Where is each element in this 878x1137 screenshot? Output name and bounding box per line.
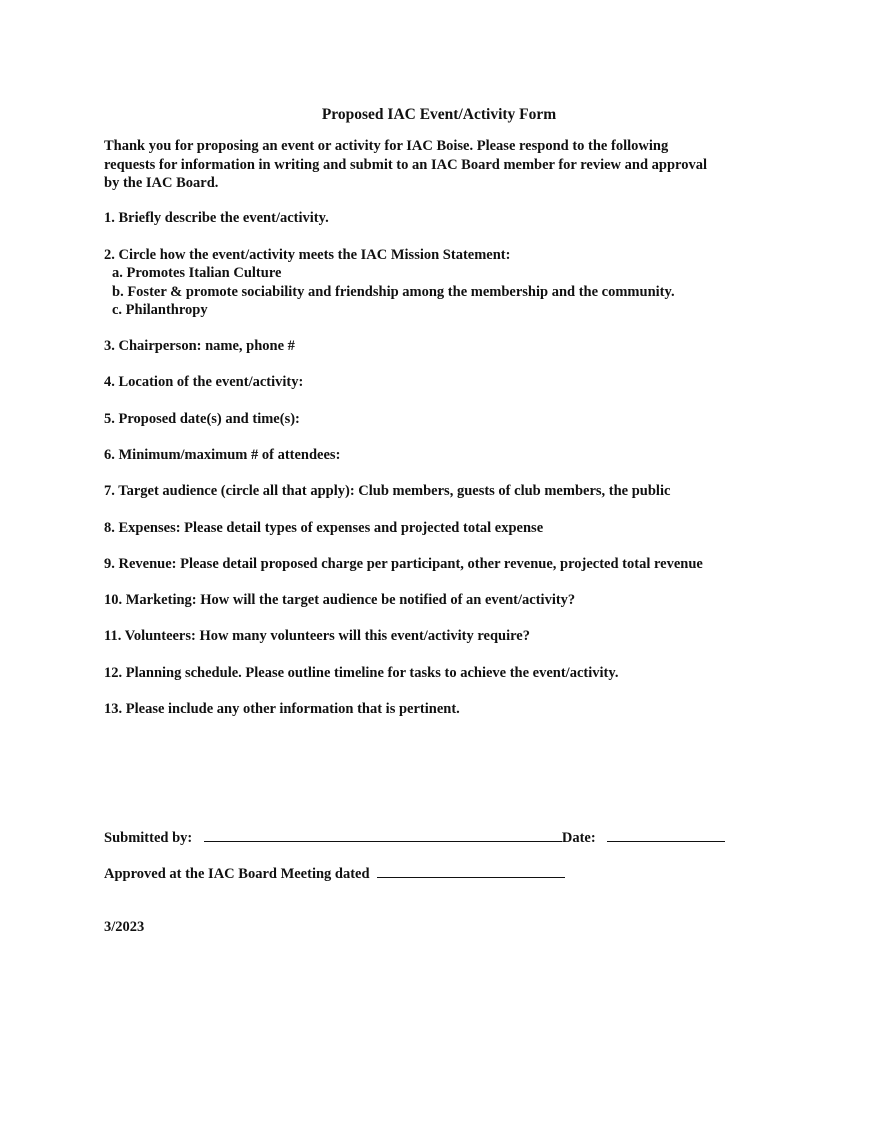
submitted-by-row — [104, 828, 725, 847]
question-6: 6. Minimum/maximum # of attendees: — [104, 447, 341, 463]
intro-line: requests for information in writing and submit to an IAC Board member for review and approval — [104, 156, 707, 173]
question-13: 13. Please include any other information that is pertinent. — [104, 701, 460, 717]
revision-date: 3/2023 — [104, 919, 145, 935]
mission-option-b: b. Foster & promote sociability and friendship among the membership and the community. — [112, 284, 675, 300]
submitted-by-label: Submitted by: — [104, 830, 193, 846]
question-11: 11. Volunteers: How many volunteers will this event/activity require? — [104, 628, 530, 644]
mission-option-a: a. Promotes Italian Culture — [112, 265, 282, 281]
intro-paragraph — [104, 137, 804, 193]
form-title: Proposed IAC Event/Activity Form — [321, 106, 557, 123]
question-3: 3. Chairperson: name, phone # — [104, 338, 295, 354]
question-2: 2. Circle how the event/activity meets the IAC Mission Statement: — [104, 247, 511, 263]
intro-line: by the IAC Board. — [104, 175, 219, 191]
question-4: 4. Location of the event/activity: — [104, 374, 304, 390]
question-1: 1. Briefly describe the event/activity. — [104, 210, 329, 226]
approved-date-blank[interactable] — [377, 864, 565, 878]
question-8: 8. Expenses: Please detail types of expenses and projected total expense — [104, 520, 544, 536]
question-5: 5. Proposed date(s) and time(s): — [104, 411, 300, 427]
date-blank[interactable] — [607, 828, 725, 842]
question-7: 7. Target audience (circle all that apply): Club members, guests of club members, the public — [104, 483, 671, 499]
question-9: 9. Revenue: Please detail proposed charge per participant, other revenue, projected total revenue — [104, 556, 703, 572]
date-label: Date: — [561, 830, 596, 846]
intro-line: Thank you for proposing an event or activity for IAC Boise. Please respond to the following — [104, 138, 669, 154]
approved-row — [104, 864, 565, 883]
mission-option-c: c. Philanthropy — [112, 302, 208, 318]
question-10: 10. Marketing: How will the target audience be notified of an event/activity? — [104, 592, 576, 608]
question-12: 12. Planning schedule. Please outline timeline for tasks to achieve the event/activity. — [104, 665, 619, 681]
approved-label: Approved at the IAC Board Meeting dated — [104, 866, 370, 882]
submitted-by-blank[interactable] — [204, 828, 562, 842]
